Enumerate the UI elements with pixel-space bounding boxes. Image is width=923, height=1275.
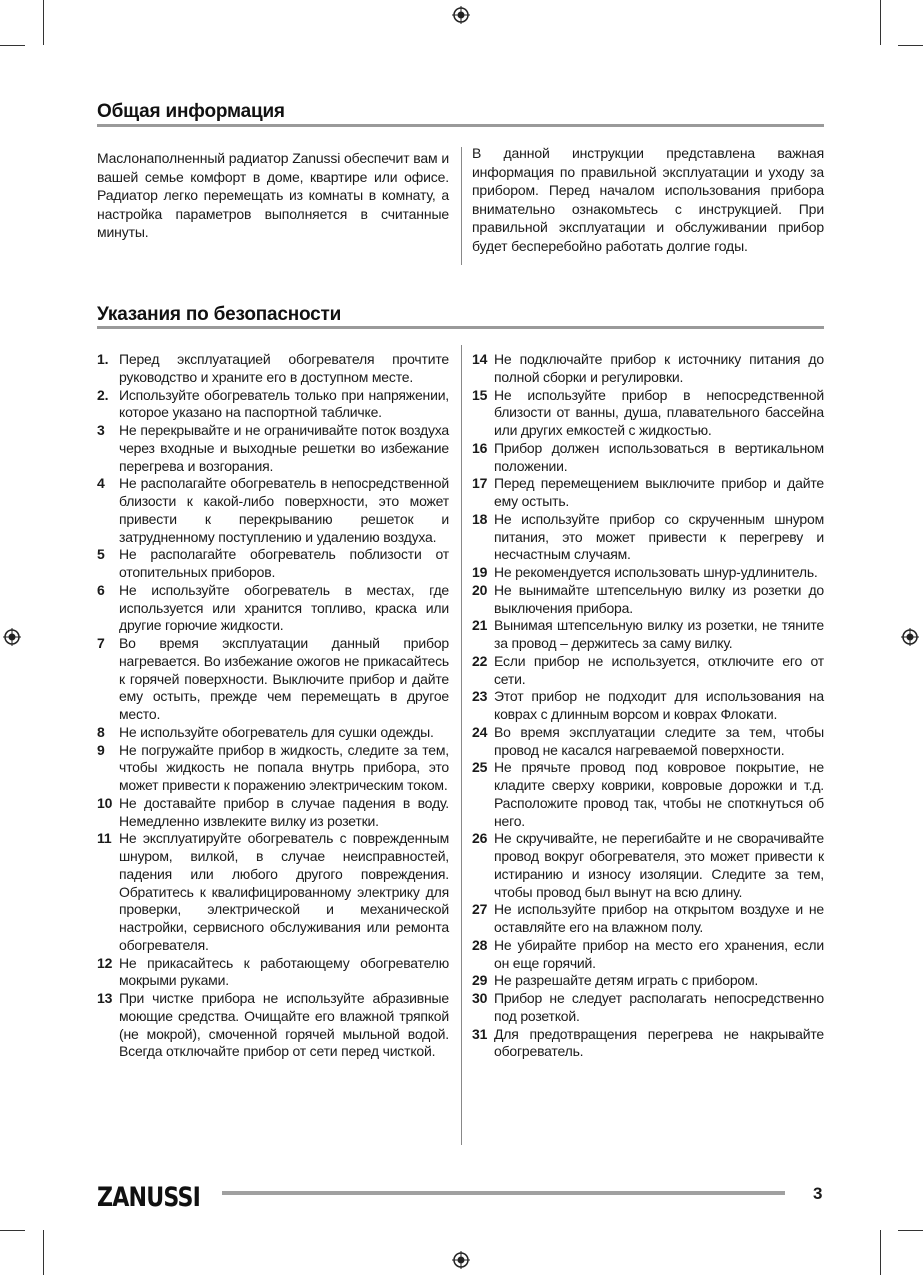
safety-item-number: 3: [97, 422, 105, 438]
safety-item: [97, 582, 449, 635]
safety-item: [472, 759, 824, 830]
crop-mark: [898, 1230, 923, 1231]
safety-item-text: Не располагайте обогреватель поблизости от отопительных приборов.: [119, 546, 449, 580]
safety-item-text: Не эксплуатируйте обогреватель с поврежденным шнуром, вилкой, в случае неисправностей, падения или любого другого повреждения. Обратитесь к квалифицированному электрику для проверки, электрической и механической настройки, сервисного обслуживания или ремонта обогревателя.: [119, 830, 449, 953]
safety-item-text: Не подключайте прибор к источнику питания до полной сборки и регулировки.: [494, 351, 824, 385]
safety-item-text: Не используйте прибор со скрученным шнуром питания, это может привести к перегреву и несчастным случаям.: [494, 510, 824, 563]
section-rule: [97, 124, 824, 127]
safety-item: [97, 795, 449, 831]
safety-item: [472, 617, 824, 653]
crop-mark: [880, 1230, 881, 1275]
safety-item-text: Во время эксплуатации данный прибор нагревается. Во избежание ожогов не прикасайтесь к горячей поверхности. Выключите прибор и дайте ему остыть, прежде чем перемещать в другое место.: [119, 635, 449, 722]
safety-item-number: 1.: [97, 351, 109, 367]
safety-item-number: 24: [472, 723, 488, 740]
safety-item: [97, 742, 449, 795]
safety-item: [472, 475, 824, 511]
safety-item: [472, 724, 824, 760]
zanussi-logo: ZANUSSI: [97, 1182, 201, 1213]
safety-item-text: Вынимая штепсельную вилку из розетки, не тяните за провод – держитесь за саму вилку.: [494, 617, 824, 651]
safety-item: [472, 440, 824, 476]
registration-mark-icon: [452, 1251, 470, 1269]
safety-item-text: Не используйте прибор на открытом воздухе и не оставляйте его на влажном полу.: [494, 901, 824, 935]
safety-item-number: 9: [97, 741, 105, 758]
safety-item-text: Не скручивайте, не перегибайте и не сворачивайте провод вокруг обогревателя, это может привести к истиранию и износу изоляции. Следите за тем, чтобы провод был вынут на всю длину.: [494, 830, 824, 900]
crop-mark: [0, 1230, 25, 1231]
safety-item: [472, 351, 824, 387]
safety-item-text: Для предотвращения перегрева не накрывайте обогреватель.: [494, 1025, 824, 1060]
safety-item-text: Прибор должен использоваться в вертикальном положении.: [494, 439, 824, 474]
safety-item-text: Прибор не следует располагать непосредственно под розеткой.: [494, 990, 824, 1024]
safety-item-number: 20: [472, 581, 488, 598]
safety-item-number: 4: [97, 475, 105, 492]
safety-list-right: [472, 351, 824, 1061]
safety-item-text: Не перекрывайте и не ограничивайте поток воздуха через входные и выходные решетки во избежание перегрева и возгорания.: [119, 422, 449, 474]
safety-item-text: Не доставайте прибор в случае падения в воду. Немедленно извлеките вилку из розетки.: [119, 794, 449, 829]
crop-mark: [43, 1230, 44, 1275]
safety-item-number: 7: [97, 635, 105, 651]
page-number: 3: [813, 1184, 823, 1203]
safety-item-number: 25: [472, 759, 488, 776]
safety-item-text: Этот прибор не подходит для использования на коврах с длинным ворсом и коврах Флокати.: [494, 688, 824, 722]
section-rule: [97, 326, 824, 329]
safety-item-number: 30: [472, 990, 488, 1006]
safety-item: [97, 351, 449, 387]
safety-item: [472, 582, 824, 618]
registration-mark-icon: [3, 628, 21, 646]
safety-item-number: 5: [97, 546, 105, 563]
safety-item-text: Не используйте обогреватель для сушки одежды.: [119, 723, 434, 740]
safety-item-text: Не рекомендуется использовать шнур-удлинитель.: [494, 564, 818, 580]
safety-item: [472, 387, 824, 440]
general-intro-right: В данной инструкции представлена важная информация по правильной эксплуатации и уходу за прибором. Перед началом использования прибора внимательно ознакомьтесь с инструкцией. При правильной эксплуатации и обслуживании прибор будет бесперебойно работать долгие годы.: [472, 145, 824, 254]
safety-item-number: 8: [97, 723, 105, 740]
safety-list-left: [97, 351, 449, 1061]
safety-item: [97, 955, 449, 991]
safety-item-number: 19: [472, 564, 488, 580]
safety-item: [97, 546, 449, 582]
safety-item-text: Не прикасайтесь к работающему обогревателю мокрыми руками.: [119, 954, 449, 989]
safety-item-text: Не разрешайте детям играть с прибором.: [494, 972, 759, 989]
safety-item-text: Не прячьте провод под ковровое покрытие, не кладите сверху коврики, ковровые дорожки и т.д. Расположите провод так, чтобы не споткнуться об него.: [494, 759, 824, 829]
safety-item-number: 13: [97, 990, 113, 1006]
safety-item: [97, 387, 449, 423]
safety-item-number: 15: [472, 386, 488, 403]
section-title-safety: Указания по безопасности: [97, 304, 342, 325]
safety-item-number: 21: [472, 617, 488, 634]
safety-item-text: Не используйте обогреватель в местах, где используется или хранится топливо, краска или другие горючие жидкости.: [119, 581, 449, 634]
crop-mark: [0, 45, 25, 46]
general-intro-left: Маслонаполненный радиатор Zanussi обеспечит вам и вашей семье комфорт в доме, квартире или офисе. Радиатор легко перемещать из комнаты в комнату, а настройка параметров выполняется в считанные минуты.: [97, 150, 449, 241]
safety-item-number: 22: [472, 652, 488, 669]
safety-item-number: 2.: [97, 386, 109, 403]
safety-item-number: 14: [472, 351, 488, 367]
registration-mark-icon: [901, 628, 919, 646]
safety-item: [472, 653, 824, 689]
footer-rule: [222, 1191, 785, 1195]
safety-item: [472, 937, 824, 973]
safety-item: [472, 564, 824, 582]
safety-item: [97, 990, 449, 1061]
safety-item: [472, 972, 824, 990]
safety-item-number: 6: [97, 581, 105, 598]
safety-item-text: Не вынимайте штепсельную вилку из розетки до выключения прибора.: [494, 581, 824, 616]
safety-item-number: 10: [97, 794, 113, 811]
safety-item-number: 16: [472, 439, 488, 456]
crop-mark: [880, 0, 881, 45]
column-divider: [461, 345, 462, 1145]
registration-mark-icon: [452, 6, 470, 24]
safety-item-number: 26: [472, 830, 488, 847]
safety-item-text: При чистке прибора не используйте абразивные моющие средства. Очищайте его влажной тряпкой (не мокрой), смоченной горячей мыльной водой. Всегда отключайте прибор от сети перед чисткой.: [119, 990, 449, 1060]
safety-item: [97, 830, 449, 954]
safety-item: [97, 724, 449, 742]
safety-item-text: Перед эксплуатацией обогревателя прочтите руководство и храните его в доступном месте.: [119, 351, 449, 385]
safety-item-number: 27: [472, 901, 488, 918]
safety-item-text: Не используйте прибор в непосредственной близости от ванны, душа, плавательного бассейна или других емкостей с жидкостью.: [494, 386, 824, 438]
safety-item: [97, 635, 449, 724]
safety-item-number: 23: [472, 688, 488, 705]
safety-item: [97, 422, 449, 475]
crop-mark: [43, 0, 44, 45]
safety-item-text: Не располагайте обогреватель в непосредственной близости к какой-либо поверхности, это может привести к перекрыванию решеток и затрудненному поступлению и удалению воздуха.: [119, 475, 449, 545]
safety-item: [97, 475, 449, 546]
safety-item: [472, 990, 824, 1026]
crop-mark: [898, 45, 923, 46]
safety-item-number: 31: [472, 1025, 488, 1042]
safety-item-text: Если прибор не используется, отключите его от сети.: [494, 652, 824, 687]
safety-item-text: Не убирайте прибор на место его хранения, если он еще горячий.: [494, 936, 824, 971]
safety-item-text: Используйте обогреватель только при напряжении, которое указано на паспортной табличке.: [119, 386, 449, 421]
safety-item-number: 12: [97, 954, 113, 971]
safety-item-number: 11: [97, 830, 112, 847]
safety-item-number: 18: [472, 510, 488, 527]
section-title-general: Общая информация: [97, 101, 285, 122]
safety-item-number: 17: [472, 475, 488, 492]
safety-item: [472, 688, 824, 724]
column-divider: [461, 147, 462, 265]
safety-item: [472, 830, 824, 901]
safety-item-text: Перед перемещением выключите прибор и дайте ему остыть.: [494, 475, 824, 509]
safety-item: [472, 511, 824, 564]
safety-item: [472, 901, 824, 937]
safety-item-text: Не погружайте прибор в жидкость, следите за тем, чтобы жидкость не попала внутрь прибора, это может привести к поражению электрическим током.: [119, 741, 449, 793]
safety-item-number: 29: [472, 972, 488, 989]
safety-item-text: Во время эксплуатации следите за тем, чтобы провод не касался нагреваемой поверхности.: [494, 723, 824, 758]
safety-item-number: 28: [472, 936, 488, 953]
safety-item: [472, 1026, 824, 1062]
